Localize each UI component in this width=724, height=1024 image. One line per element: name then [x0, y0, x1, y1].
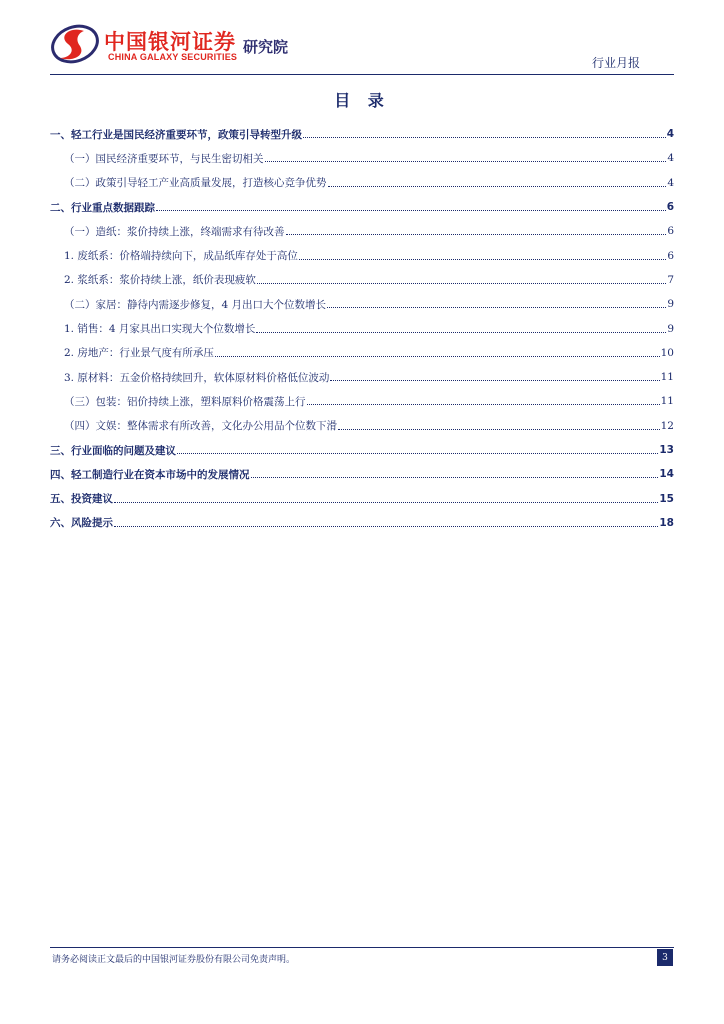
toc-dot-leader: [338, 420, 660, 430]
report-type-label: 行业月报: [591, 56, 640, 70]
toc-entry-page: 9: [667, 322, 674, 335]
toc-dot-leader: [299, 250, 666, 260]
page-header: [0, 0, 724, 80]
toc-dot-leader: [328, 177, 667, 187]
toc-entry-page: 12: [660, 419, 674, 432]
toc-dot-leader: [177, 444, 658, 454]
toc-entry[interactable]: [50, 268, 674, 292]
toc-dot-leader: [251, 468, 659, 478]
toc-entry-page: 7: [667, 273, 674, 286]
toc-dot-leader: [307, 395, 660, 405]
galaxy-logo-icon: [50, 22, 100, 66]
toc-entry-label: 2. 浆纸系：浆价持续上涨，纸价表现疲软: [64, 274, 256, 287]
toc-dot-leader: [114, 493, 658, 503]
toc-entry[interactable]: [50, 146, 674, 170]
toc-entry-label: 1. 销售：4 月家具出口实现大个位数增长: [64, 323, 256, 336]
toc-entry-label: 一、轻工行业是国民经济重要环节，政策引导转型升级: [50, 128, 302, 141]
table-of-contents: [50, 122, 674, 535]
toc-dot-leader: [114, 517, 658, 527]
toc-entry[interactable]: [50, 171, 674, 195]
toc-entry-label: （二）家居：静待内需逐步修复，4 月出口大个位数增长: [64, 298, 327, 311]
toc-entry[interactable]: [50, 438, 674, 462]
toc-entry[interactable]: [50, 462, 674, 486]
toc-entry-page: 11: [660, 371, 674, 384]
toc-entry-label: （二）政策引导轻工产业高质量发展，打造核心竞争优势: [64, 177, 327, 190]
toc-entry[interactable]: [50, 219, 674, 243]
toc-entry-label: 3. 原材料：五金价格持续回升，软体原材料价格低位波动: [64, 371, 330, 384]
toc-entry[interactable]: [50, 292, 674, 316]
toc-dot-leader: [256, 323, 666, 333]
toc-entry-page: 9: [667, 298, 674, 311]
brand-name-en: CHINA GALAXY SECURITIES: [108, 52, 238, 62]
toc-entry-label: 二、行业重点数据跟踪: [50, 201, 155, 214]
toc-dot-leader: [215, 347, 660, 357]
toc-entry-page: 6: [667, 249, 674, 262]
toc-entry[interactable]: [50, 511, 674, 535]
toc-dot-leader: [257, 274, 666, 284]
toc-entry[interactable]: [50, 122, 674, 146]
page-number: 3: [657, 949, 673, 966]
toc-entry-page: 14: [659, 468, 674, 481]
toc-entry[interactable]: [50, 414, 674, 438]
toc-entry-label: 六、风险提示: [50, 517, 113, 530]
toc-entry-page: 4: [667, 152, 674, 165]
toc-entry[interactable]: [50, 389, 674, 413]
toc-entry[interactable]: [50, 243, 674, 267]
toc-dot-leader: [286, 225, 667, 235]
toc-entry-label: 1. 废纸系：价格端持续向下，成品纸库存处于高位: [64, 250, 298, 263]
toc-entry-label: 四、轻工制造行业在资本市场中的发展情况: [50, 468, 250, 481]
toc-title: 目 录: [334, 91, 390, 110]
toc-entry-page: 6: [666, 201, 674, 214]
toc-dot-leader: [303, 128, 666, 138]
header-divider: [50, 74, 674, 75]
brand-name-cn: 中国银河证券: [104, 30, 236, 54]
toc-entry[interactable]: [50, 195, 674, 219]
toc-entry-page: 10: [660, 346, 674, 359]
toc-entry-label: 三、行业面临的问题及建议: [50, 444, 176, 457]
toc-dot-leader: [327, 298, 666, 308]
institute-label: 研究院: [243, 38, 289, 56]
toc-entry-label: （四）文娱：整体需求有所改善，文化办公用品个位数下滑: [64, 420, 337, 433]
toc-entry[interactable]: [50, 365, 674, 389]
toc-entry-page: 11: [660, 395, 674, 408]
footer-divider: [50, 947, 674, 948]
toc-entry-page: 15: [659, 492, 674, 505]
toc-entry-label: （三）包装：铝价持续上涨，塑料原料价格震荡上行: [64, 395, 306, 408]
toc-entry-page: 4: [666, 128, 674, 141]
toc-entry-page: 6: [667, 225, 674, 238]
toc-entry[interactable]: [50, 341, 674, 365]
toc-dot-leader: [265, 152, 667, 162]
toc-entry[interactable]: [50, 486, 674, 510]
toc-entry[interactable]: [50, 316, 674, 340]
toc-entry-label: 五、投资建议: [50, 493, 113, 506]
toc-dot-leader: [156, 201, 666, 211]
toc-entry-page: 4: [667, 176, 674, 189]
toc-entry-label: （一）国民经济重要环节，与民生密切相关: [64, 152, 264, 165]
toc-entry-label: 2. 房地产：行业景气度有所承压: [64, 347, 214, 360]
toc-entry-label: （一）造纸：浆价持续上涨，终端需求有待改善: [64, 225, 285, 238]
footer-disclaimer: 请务必阅读正文最后的中国银河证券股份有限公司免责声明。: [52, 955, 296, 965]
toc-dot-leader: [330, 371, 659, 381]
toc-entry-page: 13: [659, 444, 674, 456]
toc-entry-page: 18: [659, 516, 674, 529]
